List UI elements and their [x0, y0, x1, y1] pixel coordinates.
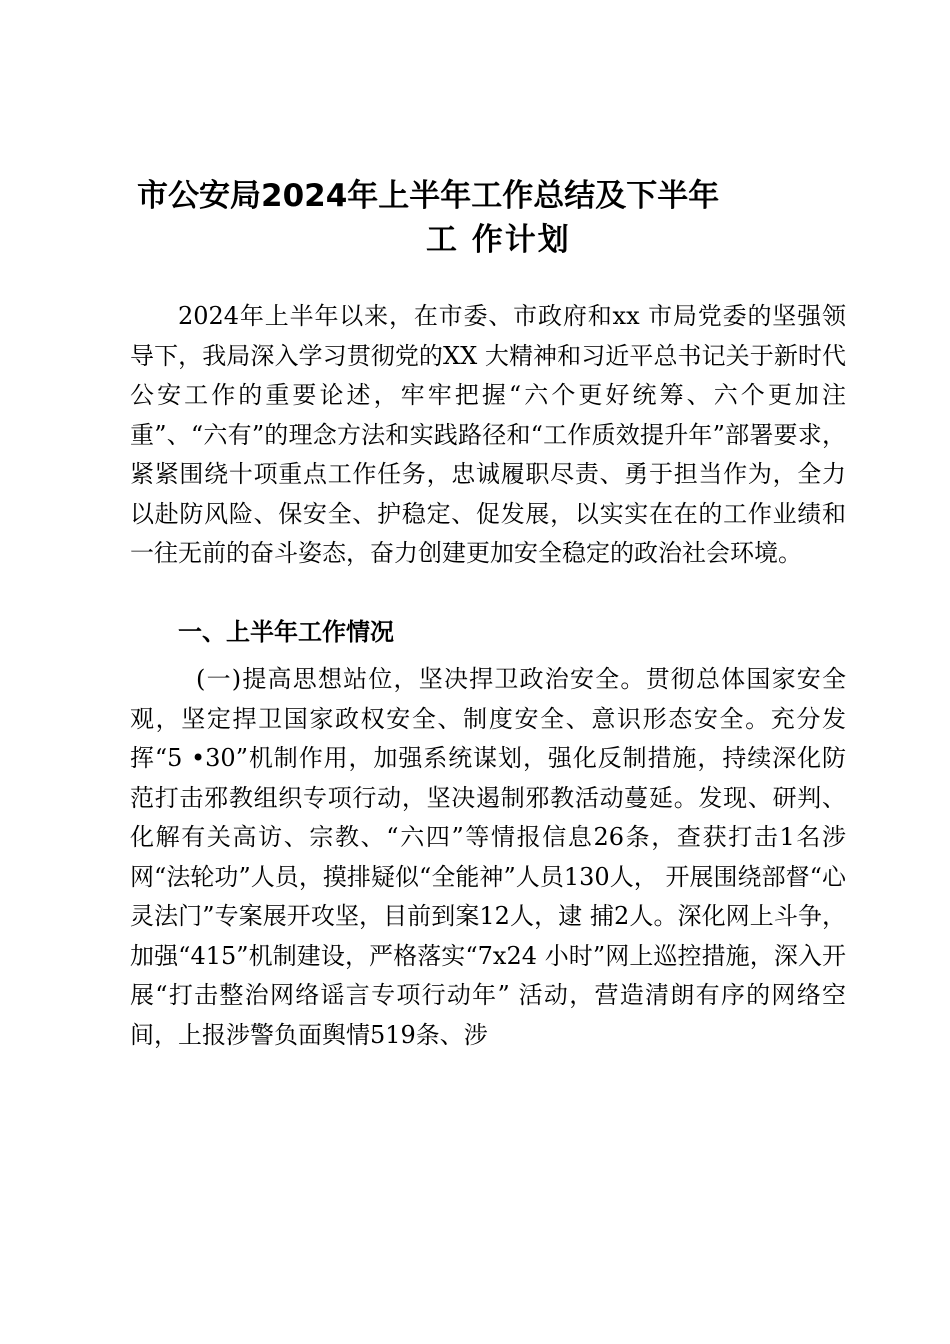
section-paragraph: (一)提高思想站位，坚决捍卫政治安全。贯彻总体国家安全观，坚定捍卫国家政权安全、制度安全、意识形态安全。充分发挥“5 •30”机制作用，加强系统谋划，强化反制措施，持续深化防范打击邪教组织专项行动，坚决遏制邪教活动蔓延。发现、研判、化解有关高访、宗教、“六四”等情报信息26条，查获打击1名涉网“法轮功”人员，摸排疑似“全能神”人员130人， 开展围绕部督“心灵法门”专案展开攻坚，目前到案12人，逮 捕2人。深化网上斗争，加强“415”机制建设，严格落实“7x24 小时”网上巡控措施，深入开展“打击整治网络谣言专项行动年” 活动，营造清朗有序的网络空间，上报涉警负面舆情519条、涉: [130, 665, 846, 1049]
section-heading: 一、上半年工作情况: [178, 618, 394, 646]
document-title-line2: 工 作计划: [426, 222, 571, 258]
intro-paragraph: 2024年上半年以来，在市委、市政府和xx 市局党委的坚强领导下，我局深入学习贯彻党的XX 大精神和习近平总书记关于新时代公安工作的重要论述，牢牢把握“六个更好统筹、六个更加注重”、“六有”的理念方法和实践路径和“工作质效提升年”部署要求，紧紧围绕十项重点工作任务，忠诚履职尽责、勇于担当作为，全力以赴防风险、保安全、护稳定、促发展，以实实在在的工作业绩和一往无前的奋斗姿态，奋力创建更加安全稳定的政治社会环境。: [130, 302, 846, 567]
document-title-line1: 市公安局2024年上半年工作总结及下半年: [137, 178, 720, 214]
